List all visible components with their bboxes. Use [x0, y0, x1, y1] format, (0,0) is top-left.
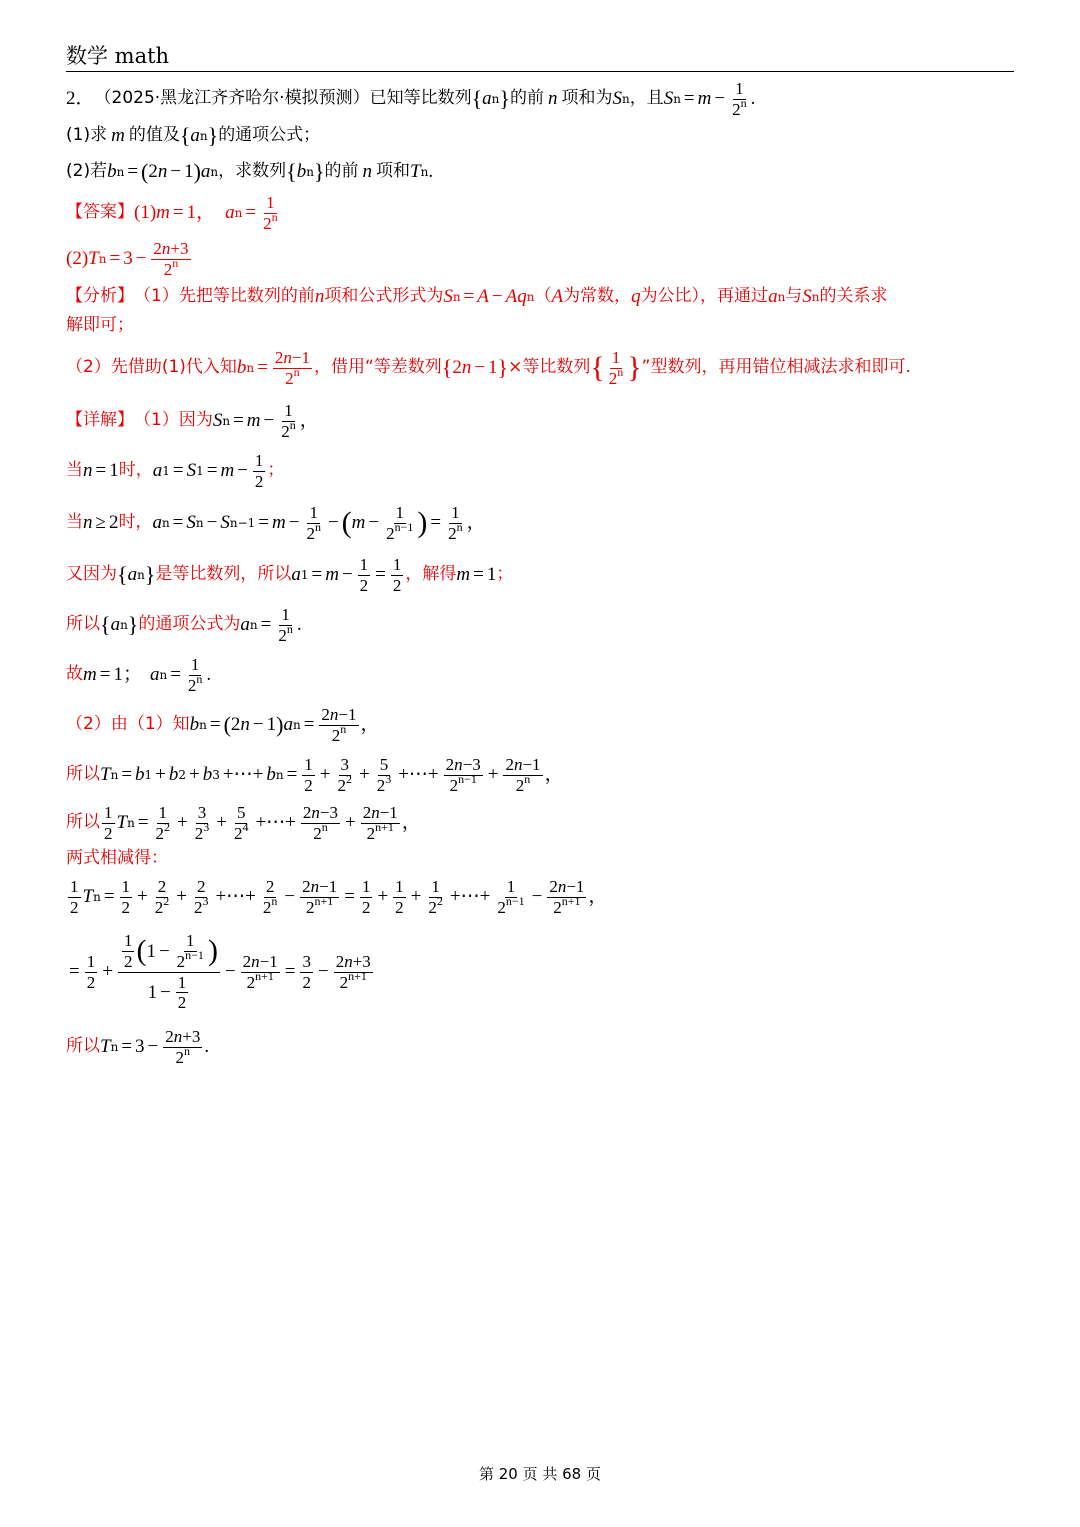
- detail-line10: 两式相减得：: [66, 848, 168, 869]
- problem-part2: (2)若 b n = ( 2 n − 1 ) a n ，求数列 { b n } 的前 n 项和 T n .: [66, 159, 434, 185]
- page-footer: 第 20 页 共 68 页: [478, 1465, 601, 1483]
- detail-line11: $\frac{1}{2}$ T n = $\frac{1}{2}$ + $\frac{2}{2^2}$ + $\frac{2}{2^3}$ +⋯+ $\frac{2}{2^n}$ − $\frac{2n-1}{2^{n+1}}$ = $\frac{1}{2}$ + $\frac{1}{2}$ + $\frac{1}{2^2}$ +⋯+ $\frac{1}{2^{n-1}}$ − $\frac{2n-1}{2^{n+1}}$ ，: [70, 876, 608, 917]
- detail-line6: 故 m = 1； a n = $\frac{1}{2^n}$ .: [66, 654, 212, 695]
- problem-source: （2025·黑龙江齐齐哈尔·模拟预测）: [94, 88, 370, 109]
- problem-part1: (1)求 m 的值及 { a n } 的通项公式；: [66, 123, 321, 149]
- detail-line7: （2）由（1）知 b n = ( 2 n − 1 ) a n = $\frac{2n-1}{2^n}$ ，: [66, 704, 380, 745]
- problem-number: 2．: [66, 88, 95, 110]
- detail-line2: 当 n = 1 时， a 1 = S 1 = m − $\frac{1}{2}$ ；: [66, 450, 285, 491]
- answer-line1: 【答案】 (1) m = 1， a n = $\frac{1}{2^n}$: [66, 192, 278, 233]
- detail-line12: = $\frac{1}{2}$ + $\frac{1}{2}$ ( 1 − $\frac{1}{2^{n-1}}$ ) 1 − $\frac{1}{2}$ − $\frac{2n-1}{2^{n+1}}$ = $\frac{3}{2}$ − $\frac{2n+3}{2^{n+1}}$: [69, 931, 371, 1013]
- detail-line9: 所以 $\frac{1}{2}$ T n = $\frac{1}{2^2}$ + $\frac{3}{2^3}$ + $\frac{5}{2^4}$ +⋯+ $\frac{2n-3}{2^n}$ + $\frac{2n-1}{2^{n+1}}$ ，: [66, 802, 421, 843]
- page-header: 数学 math: [66, 44, 170, 68]
- analysis-label: 【分析】: [66, 286, 134, 307]
- problem-stem: 2． （2025·黑龙江齐齐哈尔·模拟预测） 已知等比数列 { a n } 的前 n 项和为 S n ，且 S n = m − $\frac{1}{2^n}$ .: [66, 78, 756, 119]
- answer-line2: (2) T n = 3 − $\frac{2n+3}{2^n}$: [66, 238, 189, 279]
- analysis-line3: （2）先借助(1)代入知 b n = $\frac{2n-1}{2^n}$ ，借用“等差数列 { 2 n − 1 } ×等比数列 { $\frac{1}{2^n}$ } ”型数列，再用错位相减法求和即可.: [66, 347, 911, 388]
- detail-line5: 所以 { a n } 的通项公式为 a n = $\frac{1}{2^n}$ .: [66, 604, 302, 645]
- detail-line1: 【详解】 （1）因为 S n = m − $\frac{1}{2^n}$ ，: [66, 400, 319, 441]
- detail-label: 【详解】: [66, 410, 134, 431]
- answer-label: 【答案】: [66, 202, 134, 223]
- detail-line13: 所以 T n = 3 − $\frac{2n+3}{2^n}$ .: [66, 1026, 210, 1067]
- header-divider: [66, 71, 1014, 72]
- detail-line8: 所以 T n = b 1 + b 2 + b 3 +⋯+ b n = $\frac{1}{2}$ + $\frac{3}{2^2}$ + $\frac{5}{2^3}$ +⋯+ $\frac{2n-3}{2^{n-1}}$ + $\frac{2n-1}{2^n}$ ，: [66, 754, 564, 795]
- analysis-line2: 解即可；: [66, 315, 134, 336]
- analysis-line1: 【分析】 （1）先把等比数列的前 n 项和公式形式为 S n = A − Aq n （ A 为常数， q 为公比），再通过 a n 与 S n 的关系求: [66, 286, 888, 308]
- document-body: [66, 80, 1014, 1072]
- detail-line3: 当 n ≥ 2 时， a n = S n − S n−1 = m − $\frac{1}{2^n}$ − ( m − $\frac{1}{2^{n-1}}$ ) = $\frac{1}{2^n}$ ，: [66, 502, 486, 543]
- detail-line4: 又因为 { a n } 是等比数列，所以 a 1 = m − $\frac{1}{2}$ = $\frac{1}{2}$ ，解得 m = 1 ；: [66, 554, 514, 595]
